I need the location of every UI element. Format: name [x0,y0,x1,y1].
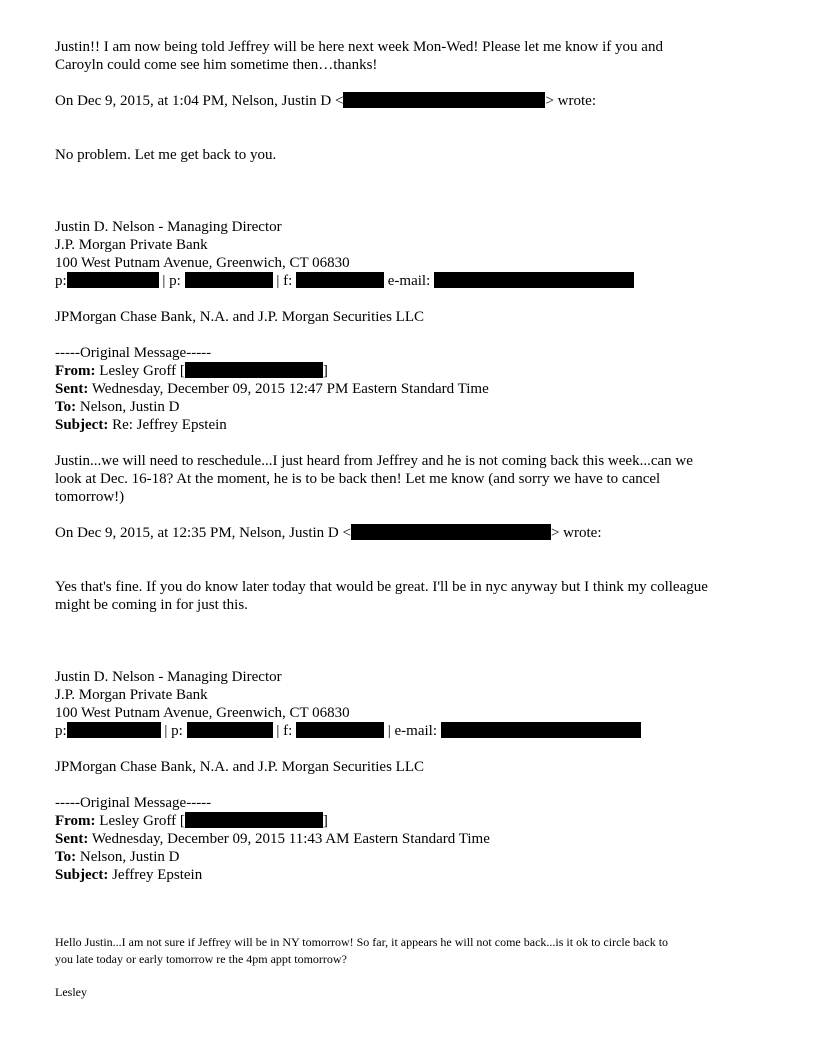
to-line [55,398,179,416]
subject-line [55,866,202,884]
subject-line [55,416,227,434]
redacted-phone [185,272,273,288]
sent-line [55,380,489,398]
email-label: | e-mail: [387,723,437,739]
final-message-line: Hello Justin...I am not sure if Jeffrey will be in NY tomorrow! So far, it appears he will not come back...is it ok to circle back to [55,935,669,949]
to-line [55,848,179,866]
redacted-email [185,362,323,378]
phone2-label: | p: [162,273,181,289]
reply-text: No problem. Let me get back to you. [55,147,277,163]
from-line [55,362,328,380]
signature-contacts [55,722,641,740]
reply-text: might be coming in for just this. [55,597,248,613]
body-line: look at Dec. 16-18? At the moment, he is to be back then! Let me know (and sorry we have to cancel [55,471,661,487]
redacted-email [343,92,545,108]
subject-value: Re: Jeffrey Epstein [112,417,227,433]
quote-header-text: On Dec 9, 2015, at 1:04 PM, Nelson, Justin D < [55,93,344,109]
body-line: tomorrow!) [55,489,125,505]
to-label: To: [55,399,77,415]
to-label: To: [55,849,77,865]
final-signoff: Lesley [55,985,87,999]
final-message-line: you late today or early tomorrow re the 4pm appt tomorrow? [55,952,347,966]
signature-name: Justin D. Nelson - Managing Director [55,669,282,685]
sent-value: Wednesday, December 09, 2015 11:43 AM Eastern Standard Time [91,831,490,847]
from-close: ] [322,363,328,379]
redacted-email [434,272,634,288]
sent-line [55,830,490,848]
from-label: From: [55,813,96,829]
redacted-fax [296,272,384,288]
signature-address: 100 West Putnam Avenue, Greenwich, CT 06830 [55,705,350,721]
signature-contacts [55,272,634,290]
signature-address: 100 West Putnam Avenue, Greenwich, CT 06830 [55,255,350,271]
redacted-fax [296,722,384,738]
to-value: Nelson, Justin D [79,849,180,865]
quote-header-suffix: > wrote: [550,525,602,541]
subject-value: Jeffrey Epstein [112,867,203,883]
quote-header [55,92,596,110]
original-message-header: -----Original Message----- [55,795,212,811]
sent-label: Sent: [55,381,89,397]
from-name: Lesley Groff [ [99,363,185,379]
reply-text: Yes that's fine. If you do know later today that would be great. I'll be in nyc anyway but I think my colleague [55,579,708,595]
sent-value: Wednesday, December 09, 2015 12:47 PM Eastern Standard Time [91,381,489,397]
from-close: ] [322,813,328,829]
redacted-email [441,722,641,738]
subject-label: Subject: [55,867,109,883]
redacted-phone [67,272,159,288]
from-name: Lesley Groff [ [99,813,185,829]
quote-header [55,524,601,542]
phone-label: p: [55,273,67,289]
from-line [55,812,328,830]
sent-label: Sent: [55,831,89,847]
from-label: From: [55,363,96,379]
redacted-phone [187,722,273,738]
body-line: Justin...we will need to reschedule...I just heard from Jeffrey and he is not coming back this week...can we [55,453,693,469]
subject-label: Subject: [55,417,109,433]
redacted-email [351,524,551,540]
original-message-header: -----Original Message----- [55,345,212,361]
quote-header-text: On Dec 9, 2015, at 12:35 PM, Nelson, Justin D < [55,525,351,541]
intro-line: Justin!! I am now being told Jeffrey will be here next week Mon-Wed! Please let me know if you and [55,39,663,55]
redacted-phone [67,722,161,738]
signature-company: J.P. Morgan Private Bank [55,237,208,253]
signature-company: J.P. Morgan Private Bank [55,687,208,703]
to-value: Nelson, Justin D [79,399,180,415]
bank-disclaimer: JPMorgan Chase Bank, N.A. and J.P. Morgan Securities LLC [55,309,425,325]
bank-disclaimer: JPMorgan Chase Bank, N.A. and J.P. Morgan Securities LLC [55,759,425,775]
phone2-label: | p: [164,723,183,739]
email-label: e-mail: [387,273,431,289]
phone-label: p: [55,723,67,739]
fax-label: | f: [276,723,293,739]
redacted-email [185,812,323,828]
signature-name: Justin D. Nelson - Managing Director [55,219,282,235]
fax-label: | f: [276,273,293,289]
quote-header-suffix: > wrote: [545,93,596,109]
intro-line: Caroyln could come see him sometime then…thanks! [55,57,378,73]
